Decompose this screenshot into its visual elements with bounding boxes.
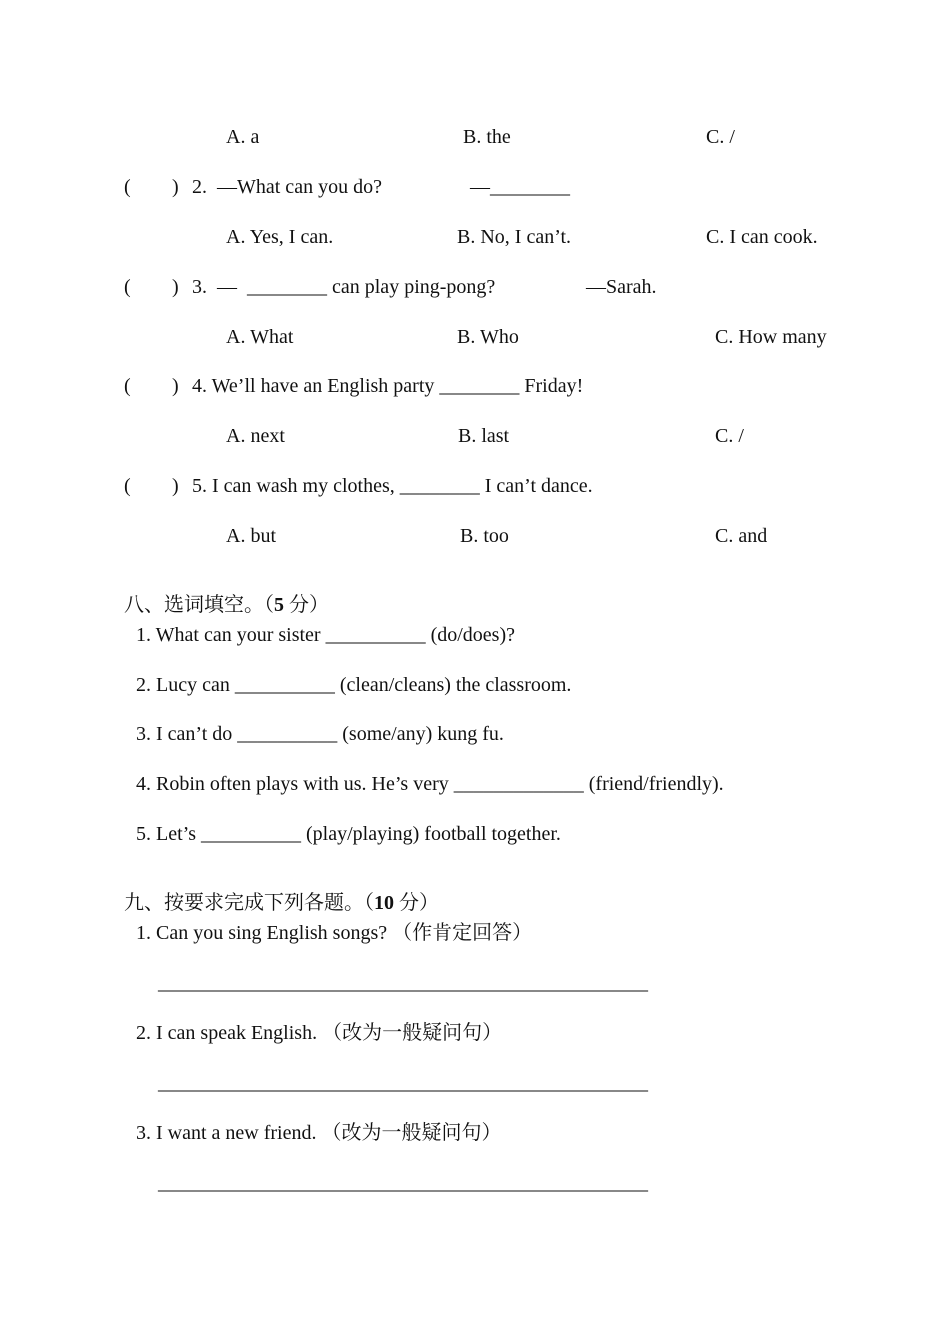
q2-paren-open: ( <box>124 176 131 198</box>
q5-stem: 5. I can wash my clothes, ________ I can’t dance. <box>192 475 593 497</box>
q5-option-a: A. but <box>226 525 276 547</box>
section8-heading-suffix: 分） <box>284 594 329 616</box>
q5-paren-close: ) <box>172 475 179 497</box>
q3-paren-close: ) <box>172 276 179 298</box>
q3-option-c: C. How many <box>715 326 827 348</box>
q1-option-a: A. a <box>226 126 260 148</box>
q2-paren-close: ) <box>172 176 179 198</box>
q2-answer: —________ <box>470 176 570 198</box>
q3-option-a: A. What <box>226 326 294 348</box>
section8-heading <box>114 575 329 615</box>
q4-option-c: C. / <box>715 425 744 447</box>
section8-score: 5 <box>274 594 284 616</box>
q2-option-c: C. I can cook. <box>706 226 818 248</box>
q5-paren-open: ( <box>124 475 131 497</box>
section8-item: 5. Let’s __________ (play/playing) football together. <box>136 823 561 845</box>
q4-stem: 4. We’ll have an English party ________ Friday! <box>192 375 584 397</box>
q5-option-c: C. and <box>715 525 768 547</box>
section9-item: 1. Can you sing English songs? （作肯定回答） <box>136 922 533 944</box>
section9-score: 10 <box>374 892 394 914</box>
q3-answer: —Sarah. <box>586 276 657 298</box>
q2-stem: 2. —What can you do? <box>192 176 382 198</box>
q3-stem: 3. — ________ can play ping-pong? <box>192 276 496 298</box>
section9-item: 3. I want a new friend. （改为一般疑问句） <box>136 1122 502 1144</box>
q1-option-b: B. the <box>463 126 511 148</box>
q3-paren-open: ( <box>124 276 131 298</box>
q4-option-b: B. last <box>458 425 510 447</box>
q2-option-b: B. No, I can’t. <box>457 226 572 248</box>
section8-item: 3. I can’t do __________ (some/any) kung fu. <box>136 723 504 745</box>
q4-option-a: A. next <box>226 425 285 447</box>
section9-item: 2. I can speak English. （改为一般疑问句） <box>136 1022 503 1044</box>
answer-line[interactable]: _________________________________________________ <box>158 1172 648 1194</box>
section8-heading-prefix: 八、选词填空。（ <box>124 594 274 616</box>
answer-line[interactable]: _________________________________________________ <box>158 972 648 994</box>
section9-heading <box>114 873 439 913</box>
section8-item: 4. Robin often plays with us. He’s very _____________ (friend/friendly). <box>136 773 724 795</box>
q1-option-c: C. / <box>706 126 735 148</box>
answer-line[interactable]: _________________________________________________ <box>158 1072 648 1094</box>
section8-item: 1. What can your sister __________ (do/does)? <box>136 624 515 646</box>
section9-heading-suffix: 分） <box>394 892 439 914</box>
q3-option-b: B. Who <box>457 326 519 348</box>
section9-heading-prefix: 九、按要求完成下列各题。（ <box>124 892 374 914</box>
section8-item: 2. Lucy can __________ (clean/cleans) the classroom. <box>136 674 572 696</box>
q4-paren-open: ( <box>124 375 131 397</box>
q2-option-a: A. Yes, I can. <box>226 226 334 248</box>
q5-option-b: B. too <box>460 525 509 547</box>
q4-paren-close: ) <box>172 375 179 397</box>
